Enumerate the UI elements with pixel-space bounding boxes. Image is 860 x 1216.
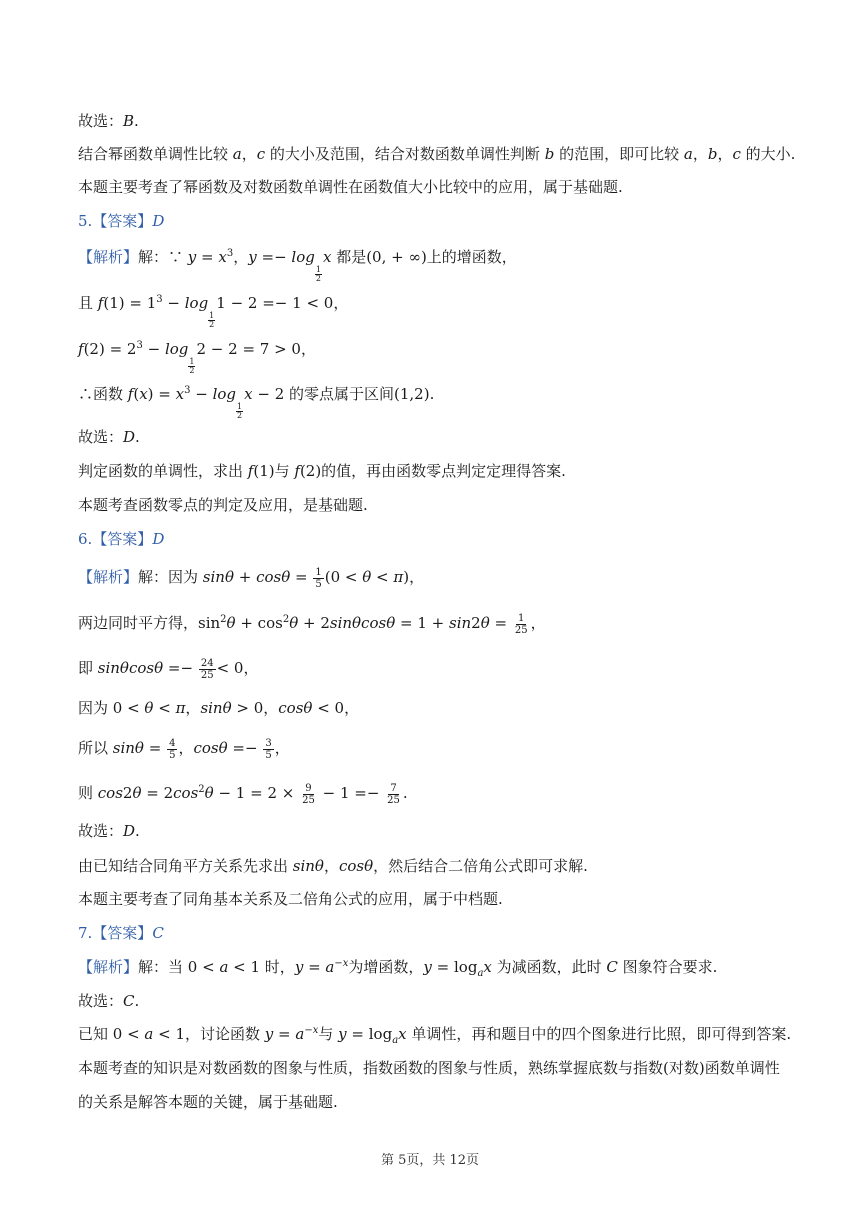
text-line: 故选：B. [78, 112, 139, 130]
analysis-line: 【解析】解：∵ $y = x^3$，y =− log $\frac{1}{2}$ x 都是(0, + ∞)上的增函数， [78, 248, 517, 283]
math-line: 且 $f(1) = 1^3 - \log$ $\frac{1}{2}$ 1 − 2 =− 1 < 0， [78, 294, 349, 329]
text-line: 故选：C. [78, 992, 140, 1010]
math-line: 两边同时平方得，$\sin^2\theta + \cos^2\theta + 2\sin\theta\cos\theta = 1 + \sin 2\theta$ = $\frac{1}{25}$ ， [78, 612, 546, 636]
analysis-line: 【解析】解：因为 sinθ + cosθ = $\frac{1}{5}$ (0 < θ < π)， [78, 566, 425, 590]
text-line: 本题考查函数零点的判定及应用，是基础题. [78, 496, 368, 514]
text-line: 本题主要考查了同角基本关系及二倍角公式的应用，属于中档题. [78, 890, 503, 908]
text-line: 已知 0 < a < 1，讨论函数 $y = a^{-x}$与 $y = \log_ax$ 单调性，再和题目中的四个图象进行比照，即可得到答案. [78, 1025, 792, 1046]
math-line: $f(2) = 2^3 - \log$ $\frac{1}{2}$ 2 − 2 = 7 > 0， [78, 340, 316, 375]
text-line: 故选：D. [78, 822, 140, 840]
text-line: 故选：D. [78, 428, 140, 446]
math-line: 因为 0 < θ < π，sinθ > 0，cosθ < 0， [78, 699, 360, 717]
answer-heading-7: 7.【答案】C [78, 924, 164, 942]
analysis-line: 【解析】解：当 0 < a < 1 时，$y = a^{-x}$为增函数，$y = \log_ax$ 为减函数，此时 C 图象符合要求. [78, 958, 718, 979]
text-line: 本题主要考查了幂函数及对数函数单调性在函数值大小比较中的应用，属于基础题. [78, 178, 623, 196]
math-line: ∴函数 $f(x) = x^3 - \log$ $\frac{1}{2}$ x − 2 的零点属于区间(1,2). [78, 385, 435, 420]
math-line: 所以 sinθ = $\frac{4}{5}$ ，cosθ =− $\frac{3}{5}$ ， [78, 737, 290, 761]
text-line: 本题考查的知识是对数函数的图象与性质，指数函数的图象与性质，熟练掌握底数与指数(对数)函数单调性 [78, 1059, 780, 1077]
text-line: 结合幂函数单调性比较 a，c 的大小及范围，结合对数函数单调性判断 b 的范围，即可比较 a，b，c 的大小. [78, 145, 796, 163]
text-line: 判定函数的单调性，求出 f(1)与 f(2)的值，再由函数零点判定定理得答案. [78, 462, 566, 480]
answer-heading-6: 6.【答案】D [78, 530, 165, 548]
math-line: 则 $\cos 2\theta = 2\cos^2\theta - 1 = 2$ × $\frac{9}{25}$ − 1 =− $\frac{7}{25}$ . [78, 782, 408, 806]
page-footer: 第 5页，共 12页 [380, 1153, 480, 1168]
text-line: 的关系是解答本题的关键，属于基础题. [78, 1093, 338, 1111]
math-line: 即 sinθcosθ =− $\frac{24}{25}$ < 0， [78, 657, 259, 681]
text-line: 由已知结合同角平方关系先求出 sinθ，cosθ，然后结合二倍角公式即可求解. [78, 857, 588, 875]
answer-heading-5: 5.【答案】D [78, 212, 165, 230]
